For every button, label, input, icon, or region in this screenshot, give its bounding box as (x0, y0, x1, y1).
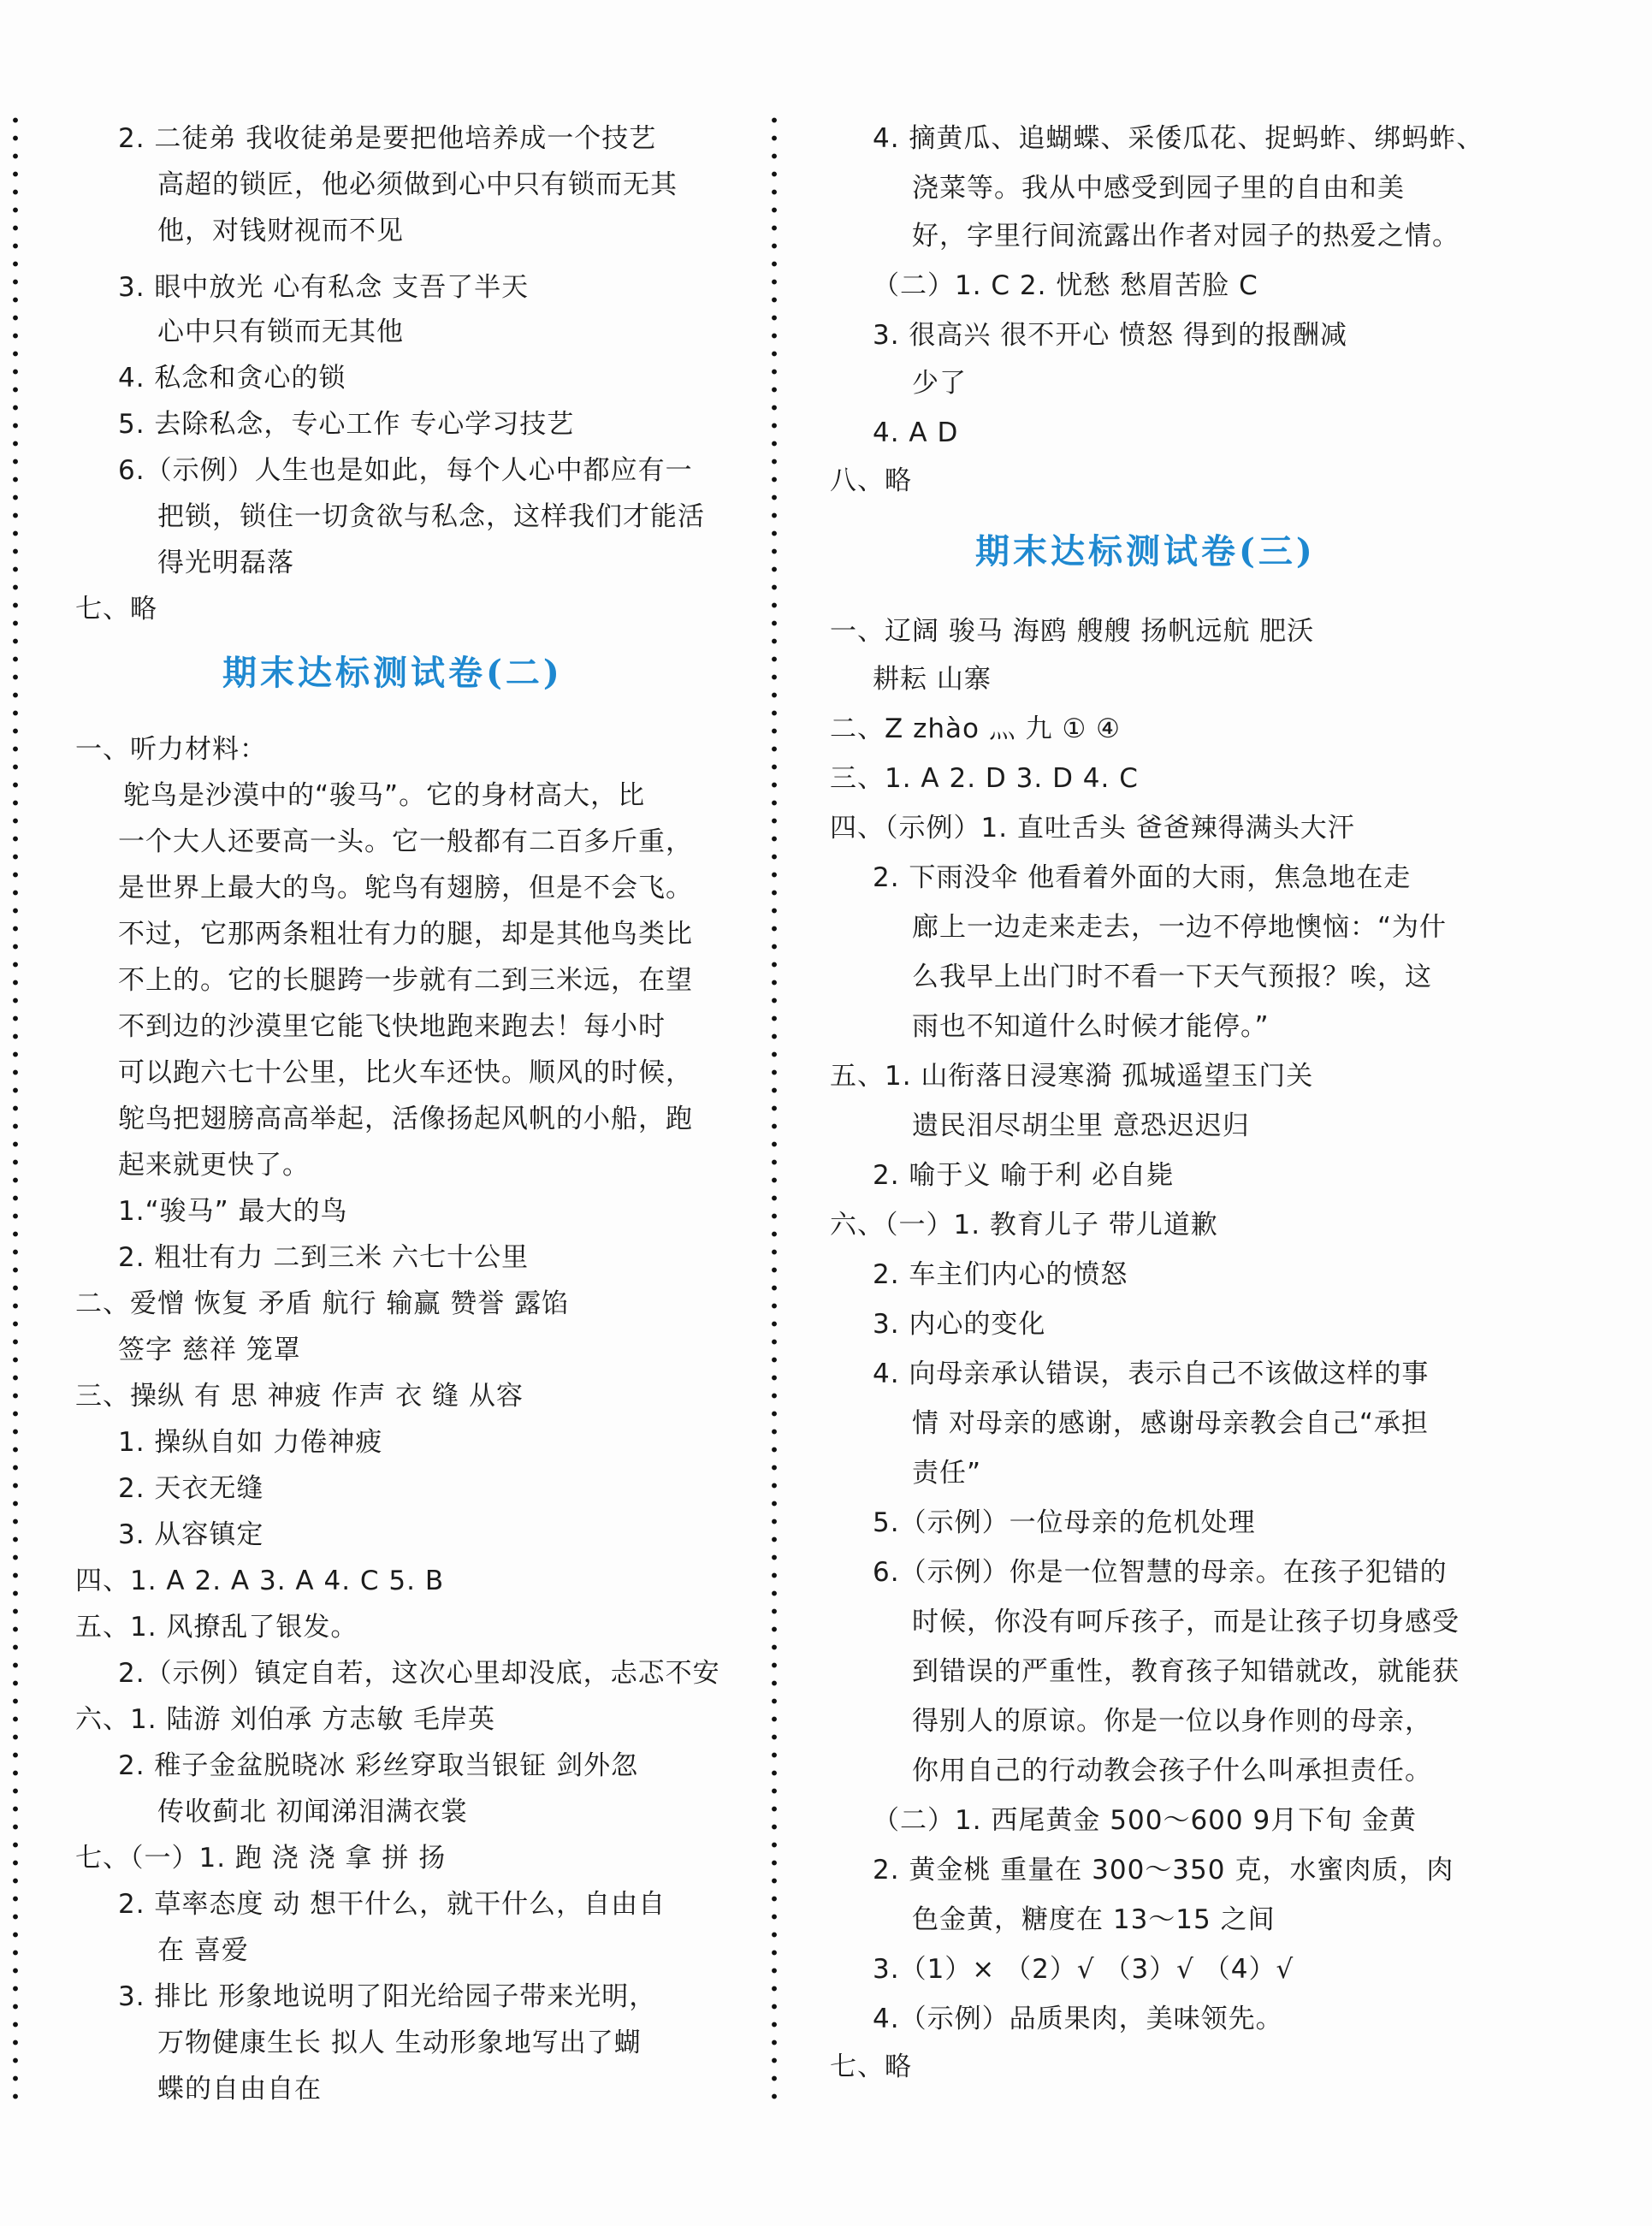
answer-line: （二）1. C 2. 忧愁 愁眉苦脸 C (873, 270, 1258, 301)
binding-perforation-center (769, 111, 779, 2105)
answer-line: 5.（示例）一位母亲的危机处理 (873, 1507, 1256, 1538)
answer-line: 廊上一边走来走去，一边不停地懊恼：“为什 (912, 912, 1448, 943)
answer-line: 得别人的原谅。你是一位以身作则的母亲， (912, 1706, 1432, 1737)
answer-line: 3.（1）× （2）√ （3）√ （4）√ (873, 1954, 1294, 1985)
answer-line: 3. 很高兴 很不开心 愤怒 得到的报酬减 (873, 320, 1347, 351)
answer-line: 2. 喻于义 喻于利 必自毙 (873, 1160, 1175, 1191)
section-heading: 七、略 (830, 2051, 912, 2082)
passage-line: 是世界上最大的鸟。鸵鸟有翅膀，但是不会飞。 (118, 873, 693, 903)
test-title: 期末达标测试卷(三) (975, 531, 1316, 571)
passage-line: 起来就更快了。 (118, 1150, 310, 1181)
answer-line: 耕耘 山寨 (873, 664, 992, 695)
answer-line: 2. 草率态度 动 想干什么，就干什么，自由自 (118, 1889, 666, 1920)
passage-line: 可以跑六七十公里，比火车还快。顺风的时候， (118, 1057, 693, 1088)
answer-line: 2. 粗壮有力 二到三米 六七十公里 (118, 1242, 530, 1273)
test-title: 期末达标测试卷(二) (222, 653, 563, 693)
answer-line: 么我早上出门时不看一下天气预报？唉，这 (912, 962, 1432, 992)
answer-line: 2. 车主们内心的愤怒 (873, 1259, 1128, 1290)
answer-line: 4. 摘黄瓜、追蝴蝶、采倭瓜花、捉蚂蚱、绑蚂蚱、 (873, 123, 1484, 154)
answer-line: 2. 黄金桃 重量在 300～350 克，水蜜肉质，肉 (873, 1855, 1454, 1886)
answer-line: （二）1. 西尾黄金 500～600 9月下旬 金黄 (873, 1805, 1418, 1836)
answer-line: 把锁，锁住一切贪欲与私念，这样我们才能活 (157, 501, 705, 532)
answer-line: 五、1. 风撩乱了银发。 (75, 1612, 358, 1643)
answer-line: 得光明磊落 (157, 548, 294, 578)
answer-line: 三、1. A 2. D 3. D 4. C (830, 763, 1139, 794)
answer-line: 一、辽阔 骏马 海鸥 艘艘 扬帆远航 肥沃 (830, 616, 1315, 647)
passage-line: 不过，它那两条粗壮有力的腿，却是其他鸟类比 (118, 919, 693, 950)
answer-line: 你用自己的行动教会孩子什么叫承担责任。 (912, 1755, 1432, 1786)
answer-line: 5. 去除私念，专心工作 专心学习技艺 (118, 409, 575, 440)
answer-line: 少了 (912, 368, 967, 399)
answer-line: 签字 慈祥 笼罩 (118, 1335, 301, 1365)
answer-line: 4.（示例）品质果肉，美味领先。 (873, 2004, 1283, 2034)
answer-line: 四、（示例）1. 直吐舌头 爸爸辣得满头大汗 (830, 813, 1355, 844)
answer-line: 雨也不知道什么时候才能停。” (912, 1011, 1270, 1042)
answer-line: 情 对母亲的感谢，感谢母亲教会自己“承担 (912, 1408, 1429, 1439)
answer-line: 2. 天衣无缝 (118, 1473, 264, 1504)
answer-line: 他，对钱财视而不见 (157, 216, 404, 246)
answer-line: 遗民泪尽胡尘里 意恐迟迟归 (912, 1110, 1250, 1141)
answer-line: 传收蓟北 初闻涕泪满衣裳 (157, 1797, 468, 1827)
passage-line: 不上的。它的长腿跨一步就有二到三米远，在望 (118, 965, 693, 996)
answer-line: 六、（一）1. 教育儿子 带儿道歉 (830, 1210, 1218, 1240)
passage-line: 鸵鸟把翅膀高高举起，活像扬起风帆的小船，跑 (118, 1104, 693, 1134)
answer-line: 1. 操纵自如 力倦神疲 (118, 1427, 383, 1458)
answer-line: 4. 向母亲承认错误，表示自己不该做这样的事 (873, 1359, 1430, 1389)
answer-line: 六、1. 陆游 刘伯承 方志敏 毛岸英 (75, 1704, 495, 1735)
answer-line: 蝶的自由自在 (157, 2074, 322, 2105)
answer-line: 2.（示例）镇定自若，这次心里却没底，忐忑不安 (118, 1658, 720, 1689)
answer-line: 责任” (912, 1458, 982, 1489)
answer-line: 4. 私念和贪心的锁 (118, 363, 346, 394)
answer-line: 3. 排比 形象地说明了阳光给园子带来光明， (118, 1981, 657, 2012)
passage-line: 鸵鸟是沙漠中的“骏马”。它的身材高大，比 (123, 780, 646, 811)
answer-line: 3. 眼中放光 心有私念 支吾了半天 (118, 272, 530, 303)
answer-line: 在 喜爱 (157, 1935, 249, 1966)
answer-line: 三、操纵 有 思 神疲 作声 衣 缝 从容 (75, 1381, 524, 1412)
answer-line: 色金黄，糖度在 13～15 之间 (912, 1904, 1276, 1935)
answer-line: 五、1. 山衔落日浸寒漪 孤城遥望玉门关 (830, 1061, 1314, 1092)
answer-line: 好，字里行间流露出作者对园子的热爱之情。 (912, 221, 1460, 252)
passage-line: 不到边的沙漠里它能飞快地跑来跑去！每小时 (118, 1011, 666, 1042)
answer-line: 二、爱憎 恢复 矛盾 航行 输赢 赞誉 露馅 (75, 1288, 570, 1319)
answer-line: 6.（示例）人生也是如此，每个人心中都应有一 (118, 455, 693, 486)
answer-line: 6.（示例）你是一位智慧的母亲。在孩子犯错的 (873, 1557, 1448, 1588)
answer-line: 四、1. A 2. A 3. A 4. C 5. B (75, 1566, 445, 1596)
section-heading: 七、略 (75, 594, 157, 625)
answer-line: 2. 下雨没伞 他看着外面的大雨，焦急地在走 (873, 862, 1412, 893)
section-heading: 一、听力材料： (75, 734, 267, 765)
answer-line: 时候，你没有呵斥孩子，而是让孩子切身感受 (912, 1607, 1460, 1637)
answer-line: 心中只有锁而无其他 (157, 317, 404, 347)
answer-line: 3. 从容镇定 (118, 1519, 264, 1550)
answer-line: 浇菜等。我从中感受到园子里的自由和美 (912, 173, 1405, 204)
answer-line: 2. 二徒弟 我收徒弟是要把他培养成一个技艺 (118, 123, 657, 154)
answer-line: 到错误的严重性，教育孩子知错就改，就能获 (912, 1656, 1460, 1687)
answer-line: 二、Z zhào 灬 九 ① ④ (830, 713, 1121, 744)
passage-line: 一个大人还要高一头。它一般都有二百多斤重， (118, 826, 693, 857)
answer-line: 万物健康生长 拟人 生动形象地写出了蝴 (157, 2028, 642, 2058)
section-heading: 八、略 (830, 465, 912, 496)
answer-line: 3. 内心的变化 (873, 1309, 1046, 1340)
answer-line: 1.“骏马” 最大的鸟 (118, 1196, 348, 1227)
binding-perforation-left (10, 111, 21, 2105)
answer-line: 4. A D (873, 417, 959, 448)
answer-line: 高超的锁匠，他必须做到心中只有锁而无其 (157, 169, 678, 200)
answer-line: 七、（一）1. 跑 浇 浇 拿 拼 扬 (75, 1843, 447, 1874)
answer-line: 2. 稚子金盆脱晓冰 彩丝穿取当银钲 剑外忽 (118, 1750, 639, 1781)
